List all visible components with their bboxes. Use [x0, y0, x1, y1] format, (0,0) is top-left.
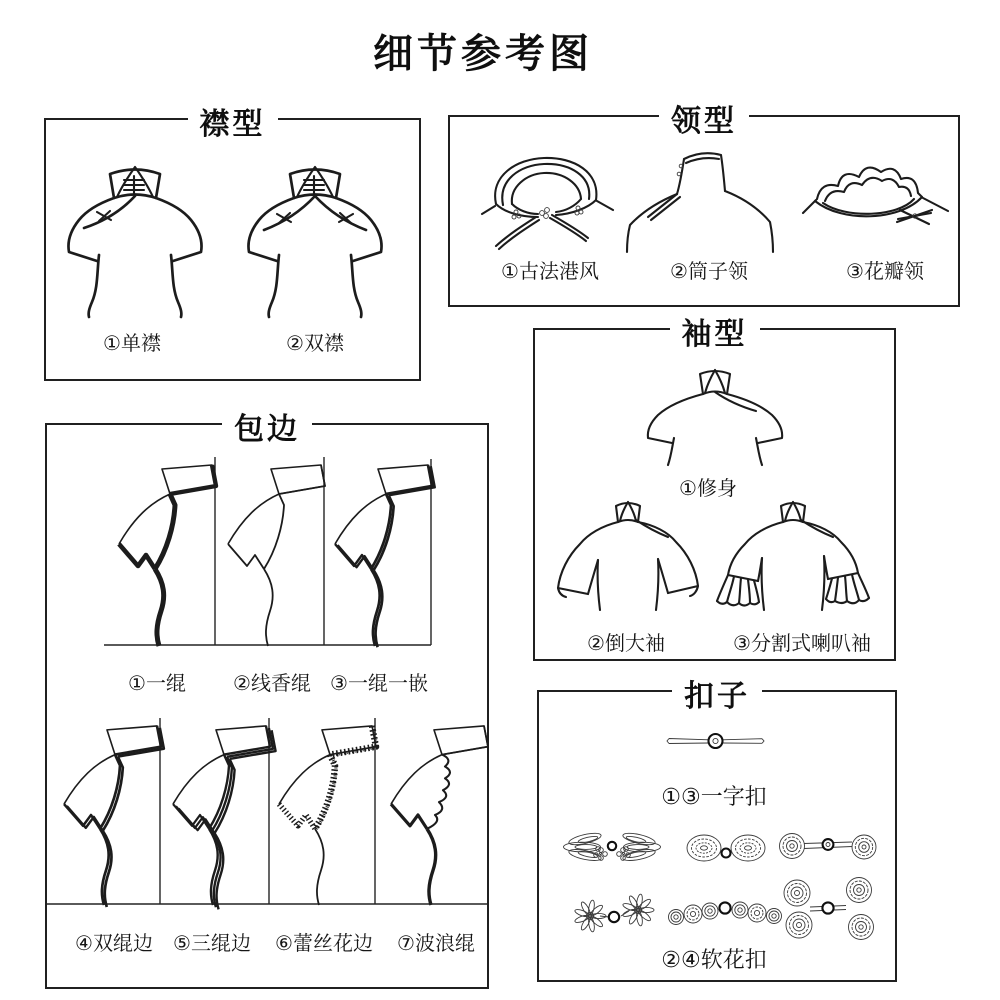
item-label: ⑦波浪绲	[397, 933, 475, 955]
section-binding-type	[45, 413, 489, 989]
item-label: ③一绲一嵌	[330, 673, 428, 695]
item-label: ②线香绲	[233, 673, 311, 695]
item-label: ⑤三绲边	[173, 933, 251, 955]
flower-button-coin-bar-illustration	[778, 830, 878, 866]
wave-piping-illustration	[378, 717, 490, 905]
lace-trim-illustration	[266, 717, 378, 905]
bar-button-illustration	[665, 730, 765, 752]
collar-button-icon	[677, 172, 681, 176]
hongkong-collar-illustration	[480, 150, 615, 255]
page-title: 细节参考图	[373, 32, 593, 76]
item-label: ④双绲边	[75, 933, 153, 955]
double-lapel-illustration	[230, 160, 400, 318]
collar-tie-icon	[897, 210, 932, 224]
section-title-buttons: 扣子	[672, 671, 762, 715]
item-label: ①一绲	[128, 673, 186, 695]
section-title-lapel: 襟型	[188, 99, 278, 143]
collar-cord-left	[496, 217, 539, 249]
item-label: ③花瓣领	[846, 261, 924, 283]
item-label: ①③一字扣	[661, 784, 767, 809]
flower-button-coin-row-illustration	[666, 896, 784, 930]
single-lapel-illustration	[60, 160, 210, 318]
single-piping-illustration	[106, 456, 218, 646]
tube-collar-illustration	[624, 149, 774, 254]
inverted-big-sleeve-illustration	[554, 498, 702, 612]
incense-piping-illustration	[215, 456, 327, 646]
section-title-collar: 领型	[659, 96, 749, 140]
item-label: ①单襟	[103, 333, 161, 355]
section-button-type	[537, 680, 897, 982]
section-lapel-type	[44, 108, 421, 381]
item-label: ⑥蕾丝花边	[275, 933, 373, 955]
item-label: ②④软花扣	[661, 947, 767, 972]
flower-button-four-coin-illustration	[780, 878, 876, 940]
section-sleeve-type	[533, 318, 896, 661]
item-label: ③分割式喇叭袖	[733, 633, 871, 655]
collar-cord-right	[550, 215, 588, 241]
triple-piping-illustration	[160, 717, 272, 905]
piping-inlay-illustration	[322, 456, 434, 646]
item-label: ①古法港风	[501, 261, 599, 283]
item-label: ②双襟	[286, 333, 344, 355]
double-piping-illustration	[51, 717, 163, 905]
item-label: ②筒子领	[670, 261, 748, 283]
item-label: ①修身	[679, 478, 737, 500]
section-collar-type	[448, 105, 960, 307]
flower-button-leaf-illustration	[558, 828, 666, 866]
section-title-binding: 包边	[222, 404, 312, 448]
section-title-sleeve: 袖型	[670, 309, 760, 353]
item-label: ②倒大袖	[587, 633, 665, 655]
flower-button-chrysanthemum-illustration	[568, 888, 664, 940]
flower-button-braid-illustration	[680, 832, 772, 868]
petal-collar-illustration	[802, 155, 950, 250]
split-flare-sleeve-illustration	[714, 498, 872, 612]
slim-fit-illustration	[620, 368, 810, 466]
